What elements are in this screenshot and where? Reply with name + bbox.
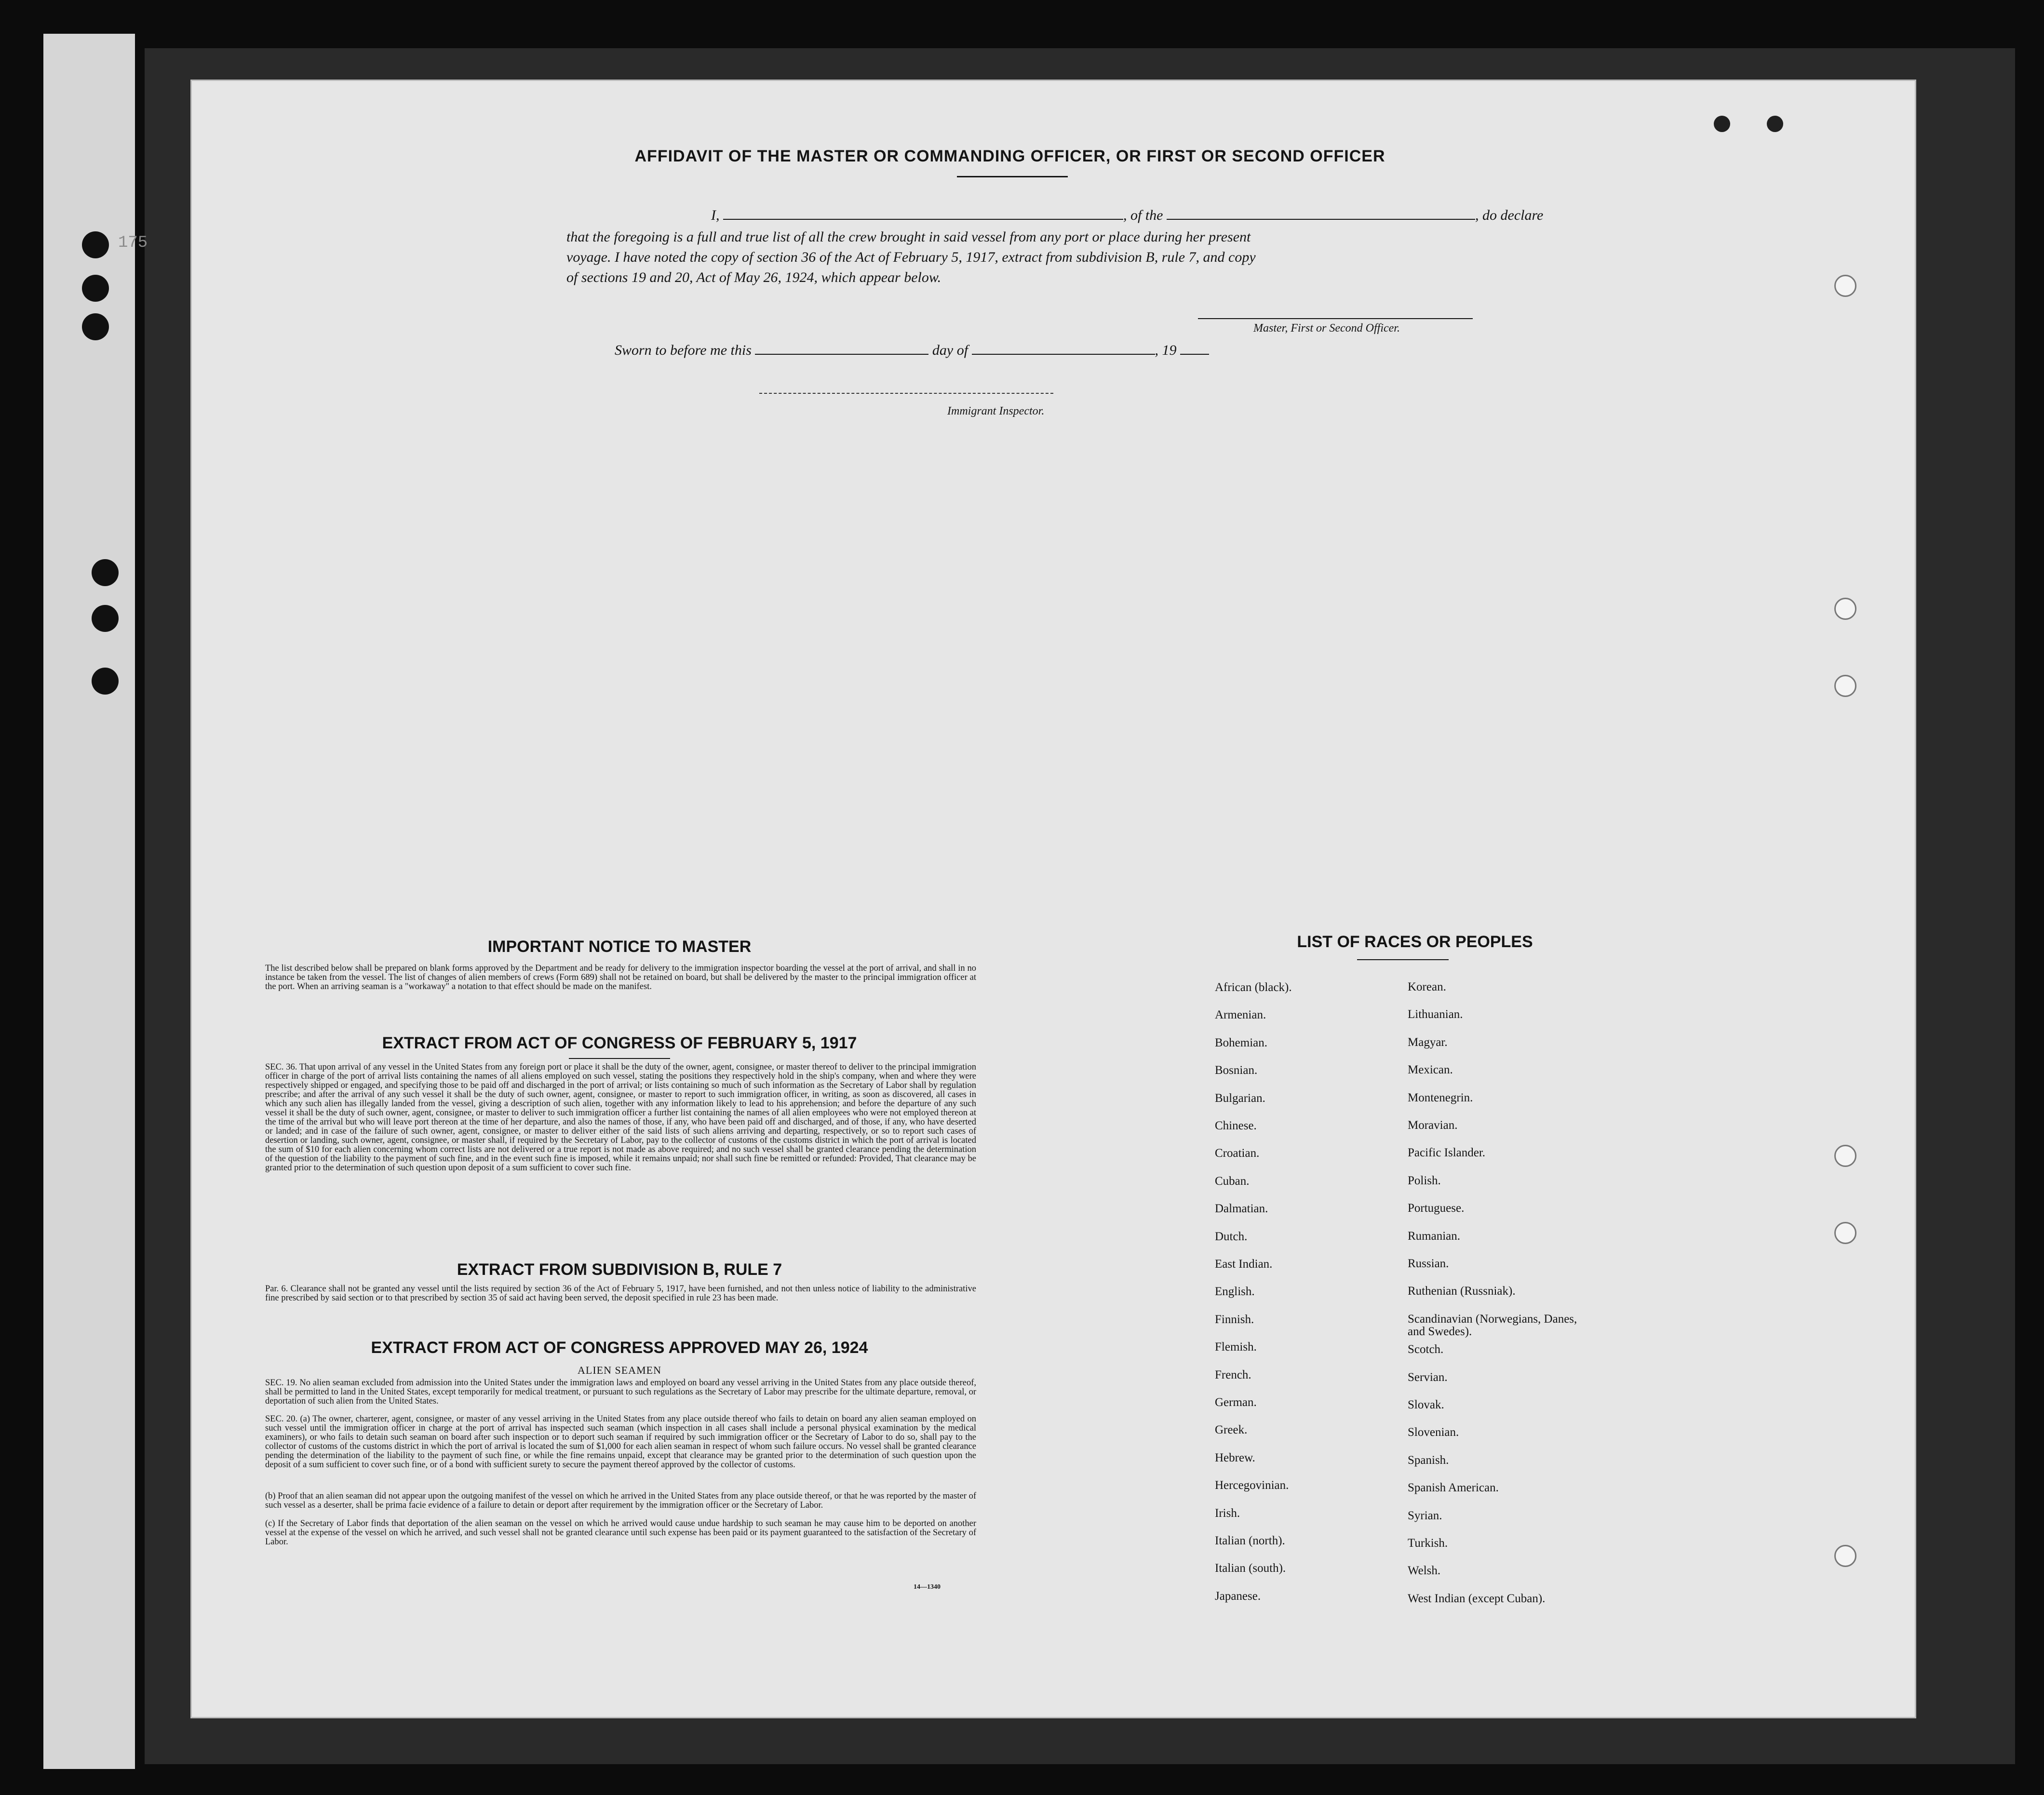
sec19-text: SEC. 19. No alien seaman excluded from admission into the United States under the immigration laws and employed on board any vessel arriving in the United States from any place outside thereof, shall be permitted to land in the United States, except temporarily for medical treatment, or pursuant to such regulations as the Secretary of Labor may prescribe for the ultimate departure, removal, or deportation of such alien from the United States. bbox=[265, 1378, 976, 1406]
race-item: French. bbox=[1215, 1368, 1251, 1381]
race-item: African (black). bbox=[1215, 981, 1292, 994]
race-item: Irish. bbox=[1215, 1506, 1240, 1520]
race-item: Bulgarian. bbox=[1215, 1091, 1265, 1105]
rule7-title: EXTRACT FROM SUBDIVISION B, RULE 7 bbox=[457, 1260, 782, 1279]
race-item: Italian (south). bbox=[1215, 1562, 1286, 1575]
name-blank bbox=[723, 207, 1123, 220]
bleed-through-rows bbox=[239, 417, 1829, 749]
race-item: Scotch. bbox=[1408, 1343, 1444, 1356]
title-underline bbox=[957, 176, 1068, 177]
race-item: Slovak. bbox=[1408, 1398, 1444, 1411]
race-item: Moravian. bbox=[1408, 1119, 1458, 1132]
race-item: Bohemian. bbox=[1215, 1036, 1268, 1049]
punch-hole bbox=[92, 559, 119, 586]
race-item: Montenegrin. bbox=[1408, 1091, 1473, 1104]
affidavit-line-1-b: , of the bbox=[1123, 207, 1163, 223]
ring-hole bbox=[1834, 275, 1856, 297]
race-item: East Indian. bbox=[1215, 1258, 1273, 1271]
race-item: Slovenian. bbox=[1408, 1426, 1459, 1439]
notice-text: The list described below shall be prepared on blank forms approved by the Department and be ready for delivery to the immigration inspector boarding the vessel at the port of arrival, and shall in no instance be taken from the vessel. The list of changes of alien members of crews (Form 689) shall not be retained on board, but shall be delivered by the master to the principal immigration officer at the port. When an arriving seaman is a "workaway" a notation to that effect should be made on the manifest. bbox=[265, 964, 976, 991]
race-item: Dalmatian. bbox=[1215, 1202, 1268, 1216]
race-item: Greek. bbox=[1215, 1423, 1248, 1437]
race-item: Armenian. bbox=[1215, 1008, 1266, 1022]
race-item: Korean. bbox=[1408, 980, 1446, 993]
page-mark-annotation: 175 bbox=[118, 234, 148, 252]
affidavit-title: AFFIDAVIT OF THE MASTER OR COMMANDING OFFICER, OR FIRST OR SECOND OFFICER bbox=[634, 147, 1385, 165]
ink-blot bbox=[1714, 116, 1730, 132]
inspector-signature-line bbox=[759, 393, 1053, 394]
inspector-label: Immigrant Inspector. bbox=[947, 405, 1045, 417]
race-item: Japanese. bbox=[1215, 1589, 1261, 1603]
race-item: Scandinavian (Norwegians, Danes, and Swedes). bbox=[1408, 1312, 1577, 1338]
race-item: Mexican. bbox=[1408, 1063, 1453, 1077]
affidavit-line-1-a: I, bbox=[711, 207, 720, 223]
race-item: Finnish. bbox=[1215, 1313, 1254, 1326]
extract-1924-title: EXTRACT FROM ACT OF CONGRESS APPROVED MAY 26, 1924 bbox=[371, 1339, 868, 1357]
race-item: Hebrew. bbox=[1215, 1451, 1255, 1464]
sworn-year-blank bbox=[1180, 342, 1209, 355]
race-item: Syrian. bbox=[1408, 1509, 1442, 1522]
punch-hole bbox=[82, 231, 109, 258]
race-item: Servian. bbox=[1408, 1370, 1448, 1384]
notice-title: IMPORTANT NOTICE TO MASTER bbox=[487, 938, 752, 956]
punch-hole bbox=[82, 313, 109, 340]
signature-label: Master, First or Second Officer. bbox=[1253, 322, 1400, 335]
punch-hole bbox=[82, 275, 109, 302]
race-item: Flemish. bbox=[1215, 1340, 1257, 1354]
race-item: Hercegovinian. bbox=[1215, 1479, 1289, 1492]
ring-hole bbox=[1834, 1222, 1856, 1244]
sworn-b: day of bbox=[932, 342, 968, 358]
race-item: Pacific Islander. bbox=[1408, 1146, 1486, 1160]
extract-1917-text: SEC. 36. That upon arrival of any vessel in the United States from any foreign port or place it shall be the duty of the owner, agent, consignee, or master thereof to deliver to the principal immigration officer in charge of the port of arrival lists containing the names of all aliens employed on such vessel, stating the positions they respectively hold in the ship's company, when and where they were respectively shipped or engaged, and specifying those to be paid off and discharged in the port of arrival; or lists containing so much of such information as the Secretary of Labor shall by regulation prescribe; and after the arrival of any such vessel it shall be the duty of such owner, agent, consignee, or master to report to such immigration officer, in writing, as soon as discovered, all cases in which any such alien has illegally landed from the vessel, giving a description of such alien, together with any information likely to lead to his apprehension; and before the departure of any such vessel it shall be the duty of such owner, agent, consignee, or master to deliver to such immigration officer a further list containing the names of all alien employees who were not employed thereon at the time of the arrival but who will leave port thereon at the time of her departure, and also the names of those, if any, who have been paid off and discharged, and of those, if any, who have deserted or landed; and in case of the failure of such owner, agent, consignee, or master to deliver either of the said lists of such aliens arriving and departing, respectively, or so to report such cases of desertion or landing, such owner, agent, consignee, or master shall, if required by the Secretary of Labor, pay to the collector of customs of the customs district in which the port of arrival is located the sum of $10 for each alien concerning whom correct lists are not delivered or a true report is not made as above required; and no such vessel shall be granted clearance pending the determination of the question of the liability to the payment of such fine, and in the event such fine is imposed, while it remains unpaid; nor shall such fine be remitted or refunded: Provided, That clearance may be granted prior to the determination of such question upon deposit of a sum sufficient to cover such fine. bbox=[265, 1062, 976, 1173]
ink-blot bbox=[1767, 116, 1783, 132]
race-item: Chinese. bbox=[1215, 1119, 1257, 1132]
race-item: Bosnian. bbox=[1215, 1064, 1258, 1077]
races-underline bbox=[1357, 959, 1449, 960]
affidavit-line-4: of sections 19 and 20, Act of May 26, 1924, which appear below. bbox=[566, 269, 941, 285]
rule7-text: Par. 6. Clearance shall not be granted any vessel until the lists required by section 36 of the Act of February 5, 1917, have been furnished, and not then unless notice of liability to the administrative fine prescribed by said section or to that prescribed by section 35 of said act having been served, the deposit specified in rule 23 has been made. bbox=[265, 1284, 976, 1303]
race-item: West Indian (except Cuban). bbox=[1408, 1592, 1546, 1605]
ring-hole bbox=[1834, 598, 1856, 620]
race-item: Spanish. bbox=[1408, 1453, 1449, 1467]
extract-1917-underline bbox=[569, 1058, 670, 1059]
affidavit-line-1 bbox=[711, 207, 1543, 224]
race-item: Croatian. bbox=[1215, 1147, 1260, 1160]
race-item: Dutch. bbox=[1215, 1230, 1248, 1243]
race-item: English. bbox=[1215, 1285, 1255, 1299]
race-item: German. bbox=[1215, 1396, 1257, 1409]
extract-1924-subtitle: ALIEN SEAMEN bbox=[578, 1364, 661, 1376]
race-item: Polish. bbox=[1408, 1174, 1441, 1187]
affidavit-line-2: that the foregoing is a full and true list of all the crew brought in said vessel from any port or place during her present bbox=[566, 229, 1251, 245]
document-page bbox=[118, 80, 1916, 1718]
ring-hole bbox=[1834, 1545, 1856, 1567]
affidavit-line-3: voyage. I have noted the copy of section 36 of the Act of February 5, 1917, extract from subdivision B, rule 7, and copy bbox=[566, 249, 1256, 265]
sworn-month-blank bbox=[972, 342, 1155, 355]
race-item: Russian. bbox=[1408, 1257, 1449, 1270]
sec20c-text: (c) If the Secretary of Labor finds that deportation of the alien seaman on the vessel on which he arrived would cause undue hardship to such seaman he may cause him to be deported on another vessel at the expense of the vessel on which he arrived, and such vessel shall not be granted clearance until such expense has been paid or its payment guaranteed to the satisfaction of the Secretary of Labor. bbox=[265, 1519, 976, 1547]
race-item: Turkish. bbox=[1408, 1537, 1448, 1550]
sworn-line bbox=[615, 342, 1209, 359]
race-item: Rumanian. bbox=[1408, 1229, 1461, 1243]
race-item: Lithuanian. bbox=[1408, 1008, 1463, 1021]
ring-hole bbox=[1834, 1145, 1856, 1167]
race-item: Ruthenian (Russniak). bbox=[1408, 1285, 1516, 1298]
sec20b-text: (b) Proof that an alien seaman did not appear upon the outgoing manifest of the vessel on which he arrived in the United States from any place outside thereof, or that he was reported by the master of such vessel as a deserter, shall be prima facie evidence of a failure to detain or deport after requirement by the immigration officer or the Secretary of Labor. bbox=[265, 1491, 976, 1510]
races-title: LIST OF RACES OR PEOPLES bbox=[1297, 933, 1533, 951]
form-number: 14—1340 bbox=[914, 1583, 941, 1591]
sworn-c: , 19 bbox=[1155, 342, 1177, 358]
sworn-day-blank bbox=[755, 342, 928, 355]
race-item: Cuban. bbox=[1215, 1174, 1250, 1188]
ring-hole bbox=[1834, 675, 1856, 697]
race-item: Portuguese. bbox=[1408, 1202, 1465, 1215]
punch-hole bbox=[92, 605, 119, 632]
race-item: Welsh. bbox=[1408, 1564, 1441, 1578]
vessel-blank bbox=[1167, 207, 1475, 220]
affidavit-line-1-c: , do declare bbox=[1475, 207, 1544, 223]
punch-hole bbox=[92, 668, 119, 695]
race-item: Spanish American. bbox=[1408, 1481, 1499, 1495]
race-item: Italian (north). bbox=[1215, 1534, 1285, 1547]
extract-1917-title: EXTRACT FROM ACT OF CONGRESS OF FEBRUARY 5, 1917 bbox=[382, 1034, 857, 1052]
race-item: Magyar. bbox=[1408, 1035, 1448, 1049]
sec20a-text: SEC. 20. (a) The owner, charterer, agent, consignee, or master of any vessel arriving in the United States from any place outside thereof who fails to detain on board any alien seaman employed on such vessel until the immigration officer in charge at the port of arrival has inspected such seaman (which inspection in all cases shall include a personal physical examination by the medical examiners), or who fails to detain such seaman on board after such inspection or to deport such seaman if required by such immigration officer or the Secretary of Labor to do so, shall pay to the collector of customs of the customs district in which the port of arrival is located the sum of $1,000 for each alien seaman in respect of whom such failure occurs. No vessel shall be granted clearance pending the determination of the liability to the payment of such fine, or while the fine remains unpaid, except that clearance may be granted prior to the determination of such question upon the deposit of a sum sufficient to cover such fine, or of a bond with sufficient surety to secure the payment thereof approved by the collector of customs. bbox=[265, 1414, 976, 1470]
sworn-a: Sworn to before me this bbox=[615, 342, 752, 358]
signature-line bbox=[1198, 318, 1473, 319]
